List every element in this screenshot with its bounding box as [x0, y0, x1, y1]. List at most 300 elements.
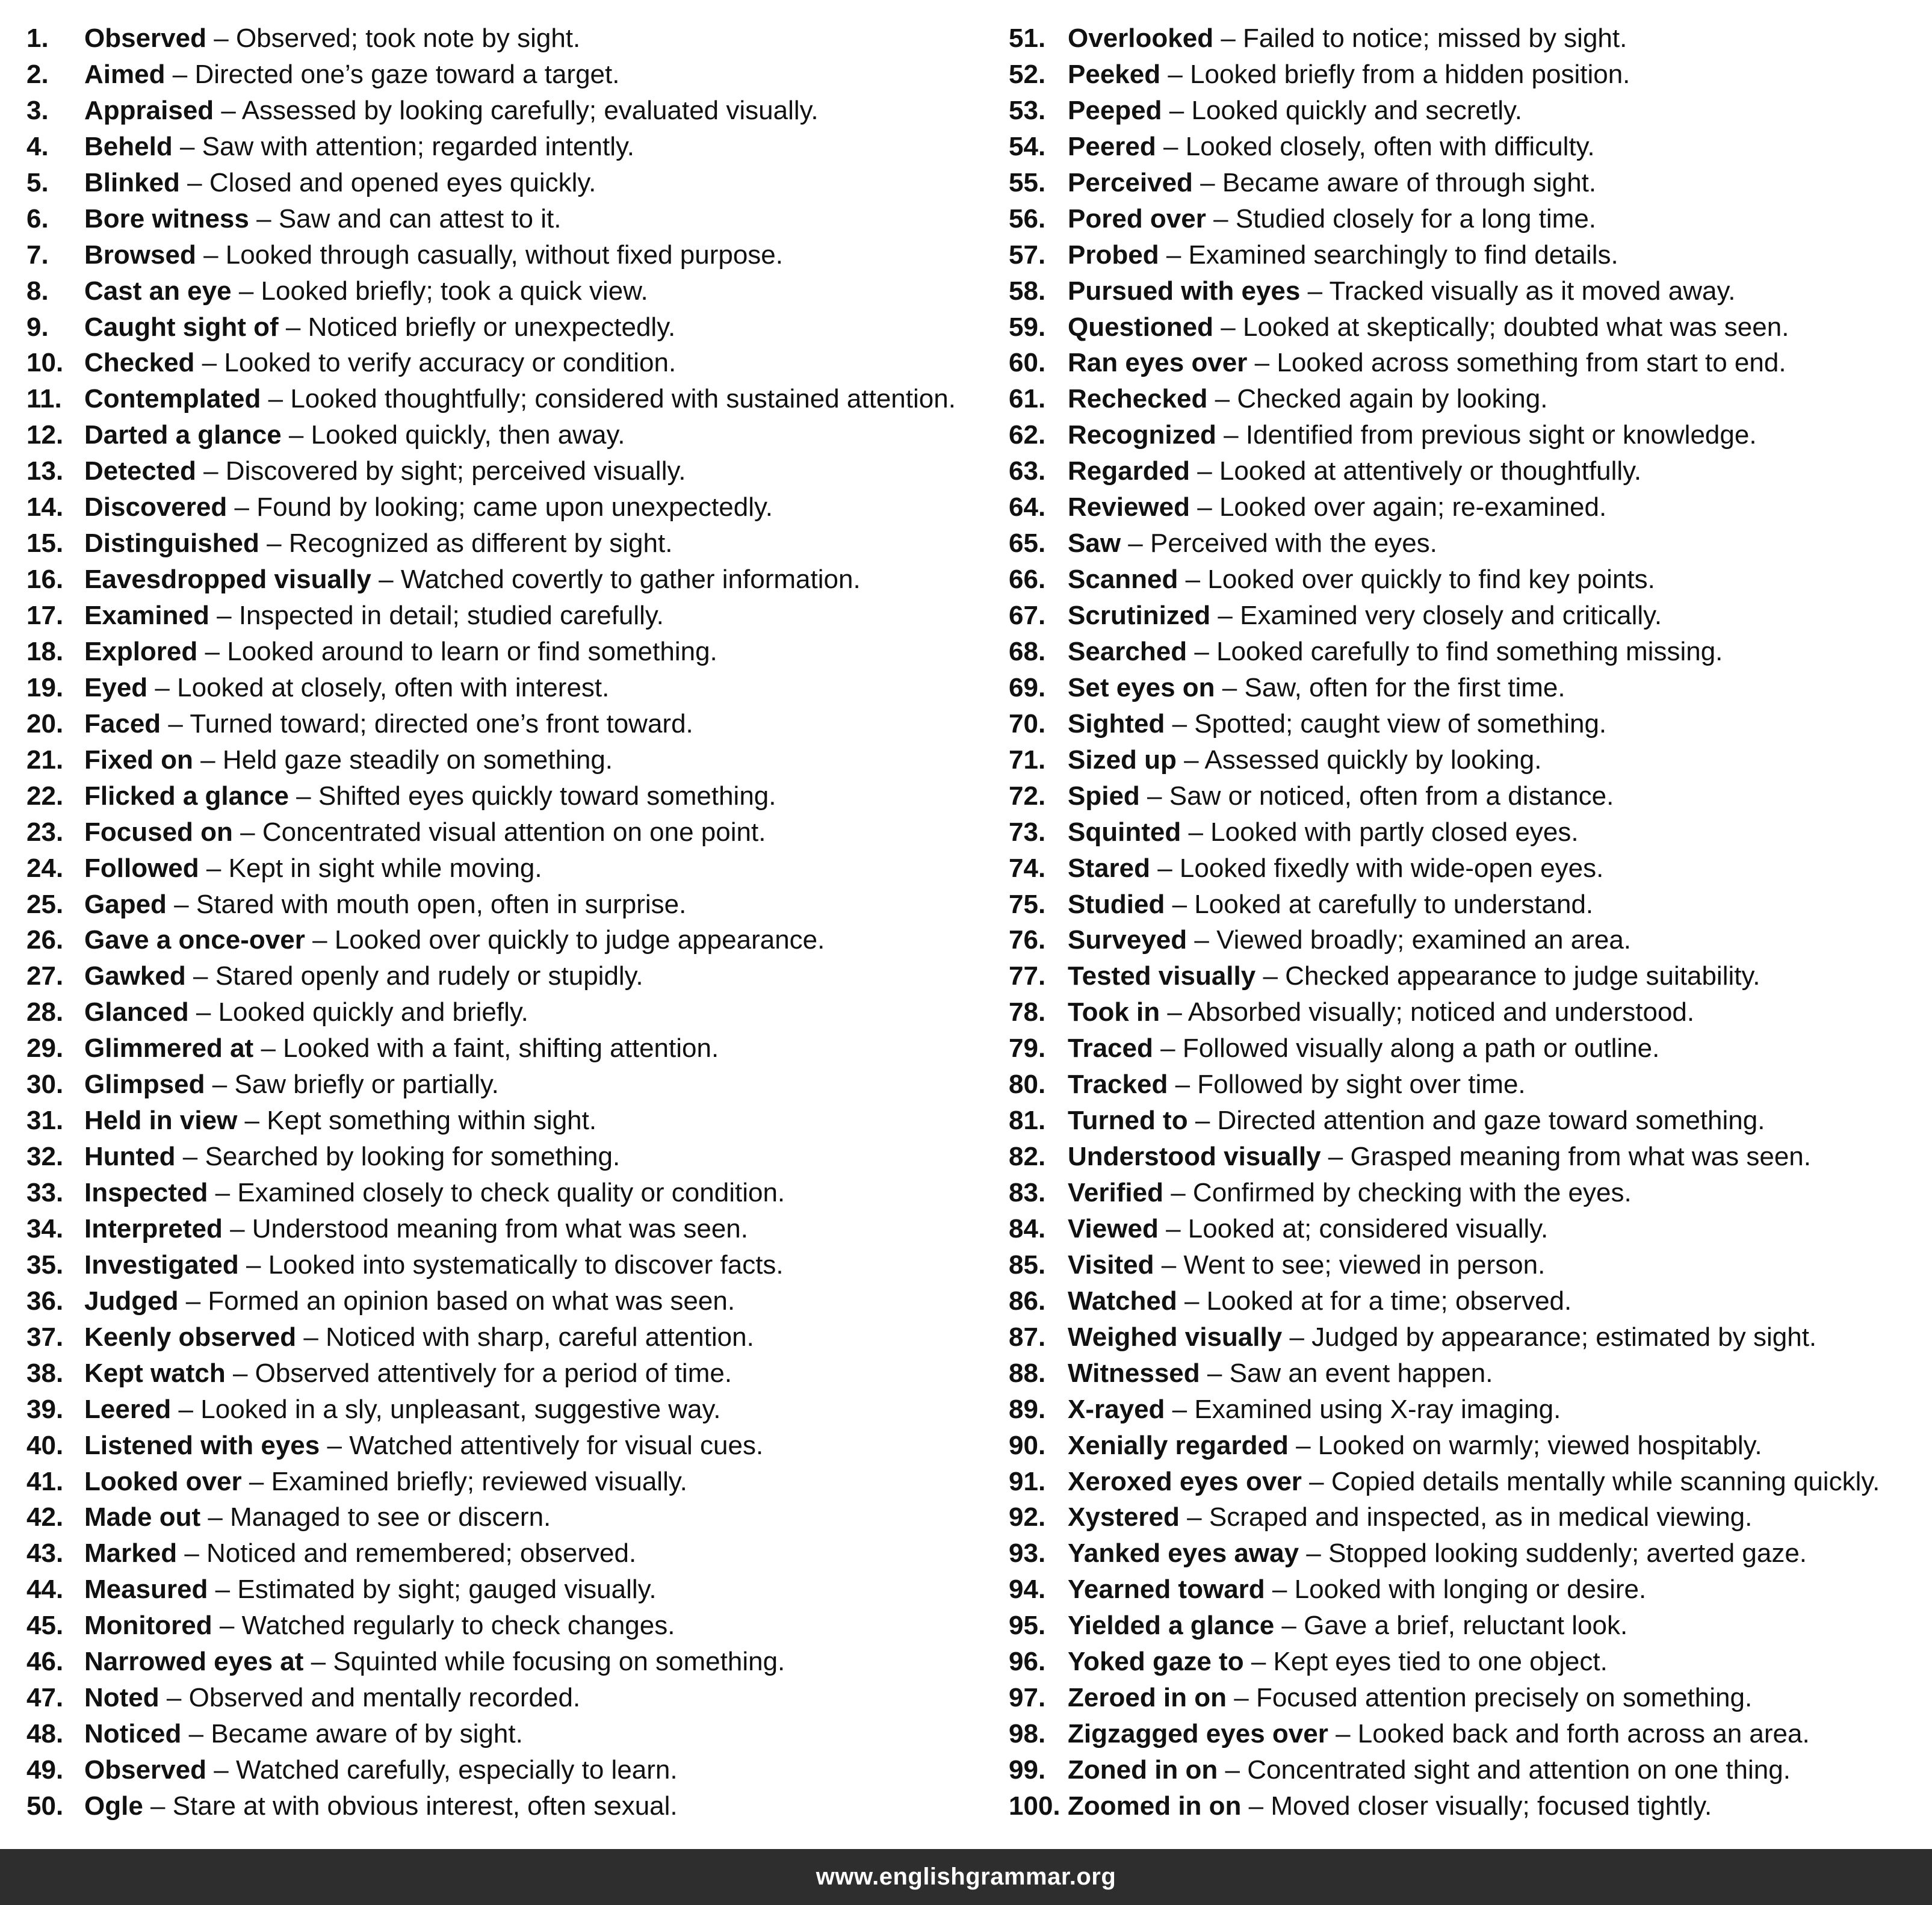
item-term: Witnessed	[1068, 1358, 1200, 1388]
item-number: 59.	[1009, 312, 1046, 342]
list-item	[26, 1428, 989, 1464]
item-text	[1068, 237, 1618, 273]
item-term: Pursued with eyes	[1068, 276, 1301, 306]
list-item	[26, 1680, 989, 1716]
list-item	[1009, 1680, 1930, 1716]
item-term: Narrowed eyes at	[84, 1647, 304, 1677]
item-number: 61.	[1009, 384, 1046, 414]
item-separator: –	[214, 23, 229, 53]
item-text	[1068, 634, 1723, 670]
item-definition: Looked carefully to find something missing.	[1216, 636, 1723, 666]
list-item	[1009, 20, 1930, 57]
item-term: Peeked	[1068, 59, 1161, 89]
item-definition: Looked across something from start to end.	[1277, 348, 1786, 378]
item-text	[84, 1103, 596, 1139]
item-separator: –	[1188, 817, 1203, 847]
item-definition: Looked around to learn or find something.	[227, 636, 717, 666]
item-term: Hunted	[84, 1142, 176, 1172]
list-item	[26, 670, 989, 706]
item-number: 93.	[1009, 1538, 1046, 1569]
item-definition: Found by looking; came upon unexpectedly.	[256, 492, 773, 522]
item-text	[84, 489, 773, 525]
item-text	[84, 1139, 620, 1175]
item-number: 14.	[26, 492, 64, 522]
item-number: 11.	[26, 384, 62, 414]
item-number: 27.	[26, 961, 64, 991]
item-number: 84.	[1009, 1213, 1046, 1244]
list-item	[26, 1752, 989, 1788]
list-item	[1009, 57, 1930, 93]
item-term: Inspected	[84, 1178, 208, 1207]
item-separator: –	[203, 240, 218, 270]
item-text	[1068, 93, 1522, 129]
item-number: 94.	[1009, 1575, 1046, 1605]
item-definition: Moved closer visually; focused tightly.	[1271, 1791, 1712, 1821]
item-definition: Directed attention and gaze toward something.	[1217, 1106, 1765, 1136]
item-definition: Confirmed by checking with the eyes.	[1192, 1178, 1632, 1207]
item-number: 51.	[1009, 23, 1046, 53]
item-separator: –	[230, 1213, 245, 1244]
list-item	[26, 1139, 989, 1175]
item-definition: Inspected in detail; studied carefully.	[238, 601, 664, 630]
item-definition: Looked briefly from a hidden position.	[1190, 59, 1630, 89]
item-text	[84, 958, 643, 994]
item-term: Yoked gaze to	[1068, 1647, 1244, 1677]
item-term: Bore witness	[84, 203, 249, 234]
list-item	[1009, 309, 1930, 345]
item-text	[1068, 1428, 1762, 1464]
item-term: Rechecked	[1068, 384, 1208, 414]
item-text	[84, 1499, 551, 1535]
item-separator: –	[1222, 672, 1237, 702]
item-separator: –	[208, 1502, 223, 1532]
item-text	[1068, 670, 1565, 706]
list-item	[26, 1030, 989, 1067]
item-separator: –	[1184, 745, 1199, 775]
item-text	[1068, 706, 1606, 742]
list-item	[1009, 1535, 1930, 1572]
item-term: Judged	[84, 1286, 179, 1316]
item-separator: –	[244, 1106, 260, 1136]
item-term: Tracked	[1068, 1070, 1168, 1100]
item-definition: Examined using X-ray imaging.	[1194, 1394, 1561, 1424]
list-item	[1009, 634, 1930, 670]
item-separator: –	[1163, 131, 1178, 161]
item-definition: Gave a brief, reluctant look.	[1304, 1611, 1628, 1641]
item-text	[84, 1175, 785, 1211]
list-item	[26, 922, 989, 958]
item-term: Monitored	[84, 1611, 212, 1641]
item-text	[84, 1752, 678, 1788]
item-separator: –	[206, 853, 221, 883]
item-term: Observed	[84, 1755, 206, 1785]
item-separator: –	[288, 420, 304, 450]
item-term: Recognized	[1068, 420, 1216, 450]
item-text	[84, 1030, 719, 1067]
item-term: Observed	[84, 23, 206, 53]
item-definition: Looked at; considered visually.	[1187, 1213, 1549, 1244]
item-definition: Closed and opened eyes quickly.	[209, 167, 596, 197]
item-definition: Saw or noticed, often from a distance.	[1169, 781, 1614, 811]
item-number: 67.	[1009, 601, 1046, 630]
item-number: 13.	[26, 456, 64, 486]
list-item	[26, 1788, 989, 1824]
item-definition: Concentrated sight and attention on one thing.	[1247, 1755, 1791, 1785]
item-definition: Looked briefly; took a quick view.	[261, 276, 648, 306]
list-item	[1009, 417, 1930, 453]
item-text	[84, 1535, 636, 1572]
item-text	[1068, 345, 1786, 381]
item-definition: Looked quickly and briefly.	[218, 997, 528, 1027]
item-number: 68.	[1009, 636, 1046, 666]
item-separator: –	[1254, 348, 1270, 378]
item-number: 60.	[1009, 348, 1046, 378]
item-definition: Checked appearance to judge suitability.	[1285, 961, 1760, 991]
list-item	[1009, 1644, 1930, 1680]
list-item	[26, 237, 989, 273]
item-definition: Looked over quickly to judge appearance.	[334, 925, 825, 955]
item-separator: –	[214, 1755, 229, 1785]
item-definition: Became aware of through sight.	[1222, 167, 1597, 197]
item-definition: Discovered by sight; perceived visually.	[225, 456, 686, 486]
item-separator: –	[249, 1466, 264, 1496]
list-item	[26, 1247, 989, 1283]
list-item	[1009, 1030, 1930, 1067]
list-item	[1009, 994, 1930, 1030]
item-text	[84, 381, 956, 417]
item-text	[1068, 1211, 1548, 1247]
item-text	[1068, 1175, 1632, 1211]
item-number: 53.	[1009, 95, 1046, 125]
item-definition: Looked fixedly with wide-open eyes.	[1179, 853, 1604, 883]
item-text	[84, 93, 819, 129]
item-term: Saw	[1068, 528, 1121, 559]
item-separator: –	[1225, 1755, 1240, 1785]
item-text	[84, 1067, 499, 1103]
item-number: 44.	[26, 1575, 64, 1605]
item-text	[1068, 778, 1614, 814]
item-term: Questioned	[1068, 312, 1214, 342]
item-term: Marked	[84, 1538, 178, 1569]
item-definition: Understood meaning from what was seen.	[252, 1213, 748, 1244]
list-item	[26, 598, 989, 634]
item-number: 5.	[26, 167, 49, 197]
item-definition: Looked with longing or desire.	[1294, 1575, 1647, 1605]
list-item	[1009, 1572, 1930, 1608]
list-item	[1009, 598, 1930, 634]
item-text	[84, 273, 648, 309]
item-number: 57.	[1009, 240, 1046, 270]
item-definition: Looked into systematically to discover facts.	[268, 1250, 784, 1280]
item-text	[1068, 453, 1641, 489]
list-item	[26, 1572, 989, 1608]
item-separator: –	[238, 276, 254, 306]
item-number: 29.	[26, 1033, 64, 1064]
item-term: Xeroxed eyes over	[1068, 1466, 1302, 1496]
item-text	[1068, 165, 1596, 201]
item-text	[84, 850, 542, 887]
item-term: Gawked	[84, 961, 186, 991]
item-separator: –	[234, 492, 249, 522]
item-term: Eavesdropped visually	[84, 565, 371, 595]
item-number: 9.	[26, 312, 49, 342]
item-separator: –	[1157, 853, 1172, 883]
item-definition: Examined briefly; reviewed visually.	[271, 1466, 687, 1496]
item-number: 21.	[26, 745, 64, 775]
item-definition: Looked over quickly to find key points.	[1207, 565, 1655, 595]
item-number: 72.	[1009, 781, 1046, 811]
item-definition: Searched by looking for something.	[205, 1142, 621, 1172]
list-item	[1009, 1608, 1930, 1644]
item-separator: –	[1218, 601, 1233, 630]
item-text	[84, 1716, 523, 1752]
item-definition: Noticed briefly or unexpectedly.	[308, 312, 676, 342]
item-number: 28.	[26, 997, 64, 1027]
list-item	[1009, 345, 1930, 381]
item-text	[84, 525, 672, 562]
item-definition: Tracked visually as it moved away.	[1329, 276, 1736, 306]
item-separator: –	[327, 1430, 342, 1460]
item-number: 56.	[1009, 203, 1046, 234]
item-separator: –	[1306, 1538, 1321, 1569]
item-definition: Stopped looking suddenly; averted gaze.	[1328, 1538, 1807, 1569]
item-separator: –	[1171, 1178, 1186, 1207]
list-item	[1009, 670, 1930, 706]
list-item	[26, 129, 989, 165]
list-item	[26, 1464, 989, 1500]
item-term: Appraised	[84, 95, 214, 125]
item-term: Ogle	[84, 1791, 143, 1821]
list-item	[1009, 814, 1930, 850]
item-definition: Examined very closely and critically.	[1240, 601, 1662, 630]
item-term: Scanned	[1068, 565, 1178, 595]
item-text	[1068, 201, 1596, 237]
item-text	[84, 417, 625, 453]
item-definition: Perceived with the eyes.	[1150, 528, 1437, 559]
item-separator: –	[178, 1394, 194, 1424]
item-text	[84, 778, 776, 814]
item-number: 91.	[1009, 1466, 1046, 1496]
item-text	[1068, 1680, 1752, 1716]
item-number: 16.	[26, 565, 64, 595]
item-number: 36.	[26, 1286, 64, 1316]
item-separator: –	[179, 131, 195, 161]
item-separator: –	[285, 312, 301, 342]
item-text	[1068, 1464, 1880, 1500]
list-item	[26, 417, 989, 453]
list-item	[26, 1644, 989, 1680]
item-text	[1068, 850, 1603, 887]
item-definition: Watched attentively for visual cues.	[349, 1430, 764, 1460]
item-term: Zeroed in on	[1068, 1683, 1227, 1713]
item-term: Looked over	[84, 1466, 242, 1496]
item-separator: –	[1251, 1647, 1266, 1677]
item-definition: Squinted while focusing on something.	[333, 1647, 785, 1677]
item-term: Kept watch	[84, 1358, 226, 1388]
item-term: Verified	[1068, 1178, 1163, 1207]
footer-bar	[0, 1849, 1932, 1905]
list-item	[1009, 1392, 1930, 1428]
item-text	[1068, 1139, 1811, 1175]
item-number: 35.	[26, 1250, 64, 1280]
item-separator: –	[196, 997, 211, 1027]
footer-url[interactable]: www.englishgrammar.org	[816, 1863, 1116, 1890]
list-item	[1009, 1752, 1930, 1788]
item-term: Tested visually	[1068, 961, 1256, 991]
item-definition: Stared openly and rudely or stupidly.	[215, 961, 643, 991]
item-text	[1068, 598, 1662, 634]
item-number: 81.	[1009, 1106, 1046, 1136]
list-item	[1009, 489, 1930, 525]
item-separator: –	[1172, 708, 1187, 739]
list-item	[26, 634, 989, 670]
item-separator: –	[311, 1647, 326, 1677]
item-term: Checked	[84, 348, 195, 378]
item-separator: –	[1184, 1286, 1200, 1316]
item-term: Xystered	[1068, 1502, 1180, 1532]
item-text	[84, 562, 861, 598]
item-term: Caught sight of	[84, 312, 279, 342]
item-definition: Formed an opinion based on what was seen.	[208, 1286, 735, 1316]
item-definition: Stare at with obvious interest, often sexual.	[172, 1791, 678, 1821]
item-number: 10.	[26, 348, 64, 378]
item-text	[84, 1572, 657, 1608]
item-number: 89.	[1009, 1394, 1046, 1424]
item-number: 24.	[26, 853, 64, 883]
item-separator: –	[150, 1791, 166, 1821]
list-item	[1009, 273, 1930, 309]
list-item	[1009, 778, 1930, 814]
item-definition: Looked to verify accuracy or condition.	[224, 348, 677, 378]
item-definition: Managed to see or discern.	[230, 1502, 551, 1532]
item-text	[84, 887, 686, 923]
list-item	[1009, 1716, 1930, 1752]
item-separator: –	[1263, 961, 1278, 991]
item-separator: –	[1215, 384, 1230, 414]
item-number: 48.	[26, 1719, 64, 1749]
item-term: Held in view	[84, 1106, 238, 1136]
item-number: 100.	[1009, 1791, 1060, 1821]
list-item	[1009, 1175, 1930, 1211]
item-separator: –	[168, 708, 183, 739]
list-item	[26, 958, 989, 994]
item-number: 4.	[26, 131, 49, 161]
item-separator: –	[261, 1033, 276, 1064]
item-separator: –	[203, 456, 218, 486]
item-text	[84, 598, 664, 634]
item-text	[1068, 1572, 1646, 1608]
item-term: Searched	[1068, 636, 1187, 666]
item-number: 50.	[26, 1791, 64, 1821]
item-text	[1068, 1030, 1659, 1067]
item-separator: –	[1175, 1070, 1190, 1100]
item-definition: Followed visually along a path or outline.	[1182, 1033, 1660, 1064]
item-number: 42.	[26, 1502, 64, 1532]
item-term: Gaped	[84, 889, 167, 919]
list-item	[1009, 1355, 1930, 1392]
item-number: 46.	[26, 1647, 64, 1677]
item-text	[1068, 1608, 1627, 1644]
word-list	[0, 20, 1932, 1819]
item-definition: Examined searchingly to find details.	[1188, 240, 1618, 270]
item-term: Reviewed	[1068, 492, 1190, 522]
item-text	[84, 165, 596, 201]
item-separator: –	[1207, 1358, 1222, 1388]
item-definition: Failed to notice; missed by sight.	[1243, 23, 1627, 53]
list-item	[1009, 1788, 1930, 1824]
item-separator: –	[1234, 1683, 1249, 1713]
item-text	[84, 1680, 580, 1716]
item-definition: Scraped and inspected, as in medical viewing.	[1209, 1502, 1753, 1532]
item-number: 85.	[1009, 1250, 1046, 1280]
item-term: Turned to	[1068, 1106, 1188, 1136]
item-definition: Assessed by looking carefully; evaluated visually.	[241, 95, 819, 125]
item-term: Studied	[1068, 889, 1165, 919]
item-text	[84, 814, 766, 850]
item-text	[1068, 958, 1760, 994]
item-number: 83.	[1009, 1178, 1046, 1207]
item-separator: –	[1197, 456, 1212, 486]
item-term: Gave a once-over	[84, 925, 305, 955]
item-text	[1068, 57, 1630, 93]
list-item	[1009, 525, 1930, 562]
item-number: 71.	[1009, 745, 1046, 775]
item-definition: Looked at closely, often with interest.	[177, 672, 610, 702]
item-separator: –	[379, 565, 394, 595]
item-term: Pored over	[1068, 203, 1206, 234]
list-item	[1009, 742, 1930, 778]
item-separator: –	[1224, 420, 1239, 450]
item-term: Examined	[84, 601, 209, 630]
item-definition: Looked on warmly; viewed hospitably.	[1317, 1430, 1762, 1460]
item-text	[84, 1428, 763, 1464]
list-item	[1009, 958, 1930, 994]
item-number: 76.	[1009, 925, 1046, 955]
item-number: 31.	[26, 1106, 64, 1136]
item-separator: –	[1248, 1791, 1264, 1821]
item-definition: Concentrated visual attention on one point.	[262, 817, 766, 847]
item-text	[1068, 994, 1694, 1030]
item-definition: Grasped meaning from what was seen.	[1350, 1142, 1811, 1172]
item-definition: Looked thoughtfully; considered with sustained attention.	[290, 384, 956, 414]
item-definition: Saw, often for the first time.	[1244, 672, 1565, 702]
item-definition: Looked with partly closed eyes.	[1210, 817, 1579, 847]
item-separator: –	[1160, 1033, 1175, 1064]
item-separator: –	[205, 636, 220, 666]
item-separator: –	[1166, 240, 1181, 270]
item-definition: Noticed with sharp, careful attention.	[326, 1322, 754, 1352]
item-number: 95.	[1009, 1611, 1046, 1641]
item-separator: –	[1187, 1502, 1202, 1532]
item-separator: –	[1200, 167, 1215, 197]
item-text	[84, 1392, 720, 1428]
item-term: Sized up	[1068, 745, 1177, 775]
item-number: 86.	[1009, 1286, 1046, 1316]
item-number: 39.	[26, 1394, 64, 1424]
item-definition: Watched covertly to gather information.	[400, 565, 861, 595]
list-item	[26, 850, 989, 887]
item-text	[84, 345, 676, 381]
item-number: 18.	[26, 636, 64, 666]
item-separator: –	[1328, 1142, 1343, 1172]
list-item	[26, 742, 989, 778]
list-item	[26, 273, 989, 309]
item-separator: –	[187, 167, 202, 197]
item-separator: –	[240, 817, 255, 847]
item-term: Peered	[1068, 131, 1156, 161]
item-definition: Observed and mentally recorded.	[188, 1683, 581, 1713]
item-number: 47.	[26, 1683, 64, 1713]
